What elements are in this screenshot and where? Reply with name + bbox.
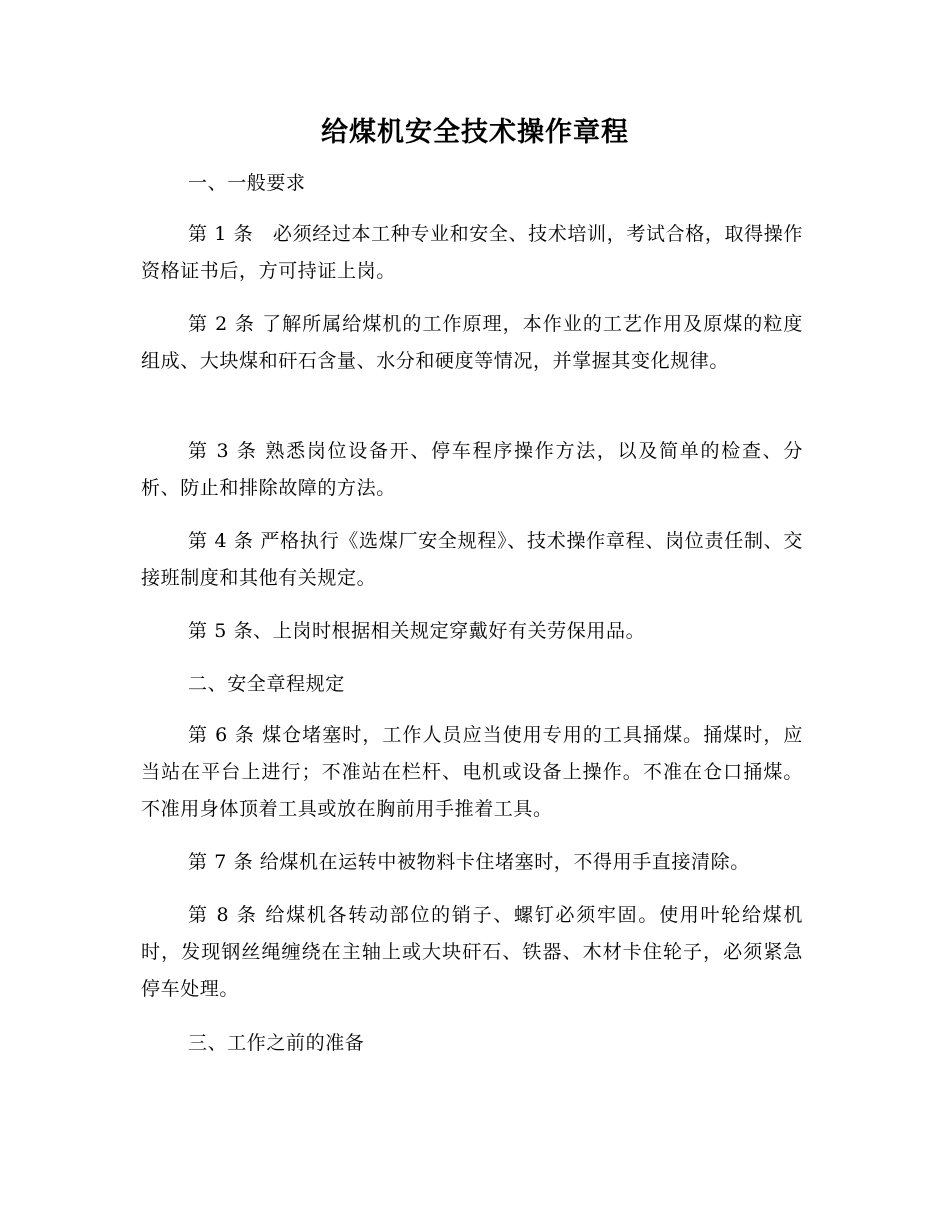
article-7: 第 7 条 给煤机在运转中被物料卡住堵塞时，不得用手直接清除。 [188,851,750,873]
article-3: 第 3 条 熟悉岗位设备开、停车程序操作方法，以及简单的检查、分析、防止和排除故障的方法。 [141,440,803,499]
article-2: 第 2 条 了解所属给煤机的工作原理，本作业的工艺作用及原煤的粒度组成、大块煤和矸石含量、水分和硬度等情况，并掌握其变化规律。 [141,313,803,372]
section-heading-general: 一、一般要求 [188,172,306,194]
section-heading-preparation: 三、工作之前的准备 [188,1032,365,1054]
article-6: 第 6 条 煤仓堵塞时，工作人员应当使用专用的工具捅煤。捅煤时，应当站在平台上进行；不准站在栏杆、电机或设备上操作。不准在仓口捅煤。不准用身体顶着工具或放在胸前用手推着工具。 [141,724,803,820]
section-heading-safety: 二、安全章程规定 [188,673,345,695]
article-4: 第 4 条 严格执行《选煤厂安全规程》、技术操作章程、岗位责任制、交接班制度和其他有关规定。 [141,530,803,589]
article-1: 第 1 条 必须经过本工种专业和安全、技术培训，考试合格，取得操作资格证书后，方可持证上岗。 [141,223,803,282]
document-title: 给煤机安全技术操作章程 [321,117,629,148]
article-5: 第 5 条、上岗时根据相关规定穿戴好有关劳保用品。 [188,620,646,642]
article-8: 第 8 条 给煤机各转动部位的销子、螺钉必须牢固。使用叶轮给煤机时，发现钢丝绳缠绕在主轴上或大块矸石、铁器、木材卡住轮子，必须紧急停车处理。 [141,904,803,1000]
